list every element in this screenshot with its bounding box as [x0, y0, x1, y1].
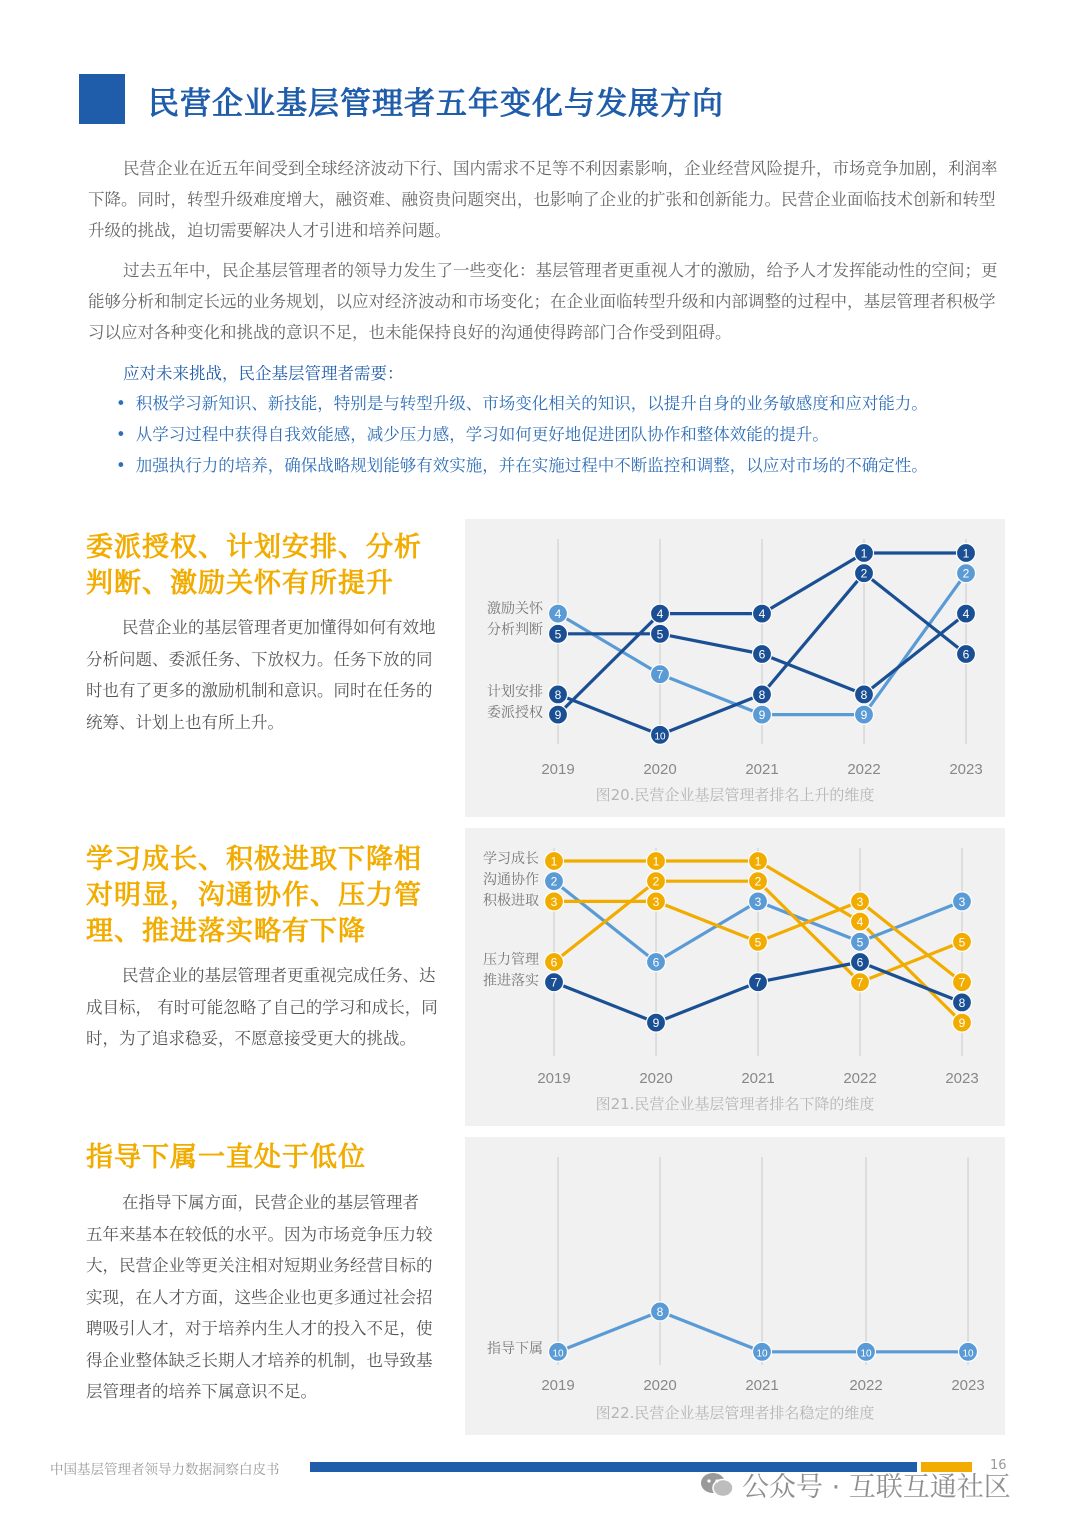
- header-accent-block: [79, 74, 125, 124]
- wechat-icon: [700, 1472, 734, 1498]
- x-tick-label: 2020: [643, 761, 677, 778]
- data-label: 7: [958, 975, 966, 990]
- series-label: 积极进取: [483, 893, 539, 909]
- data-label: 6: [856, 955, 864, 970]
- data-label: 1: [962, 546, 970, 561]
- data-label: 8: [758, 687, 766, 702]
- x-tick-label: 2021: [745, 761, 779, 778]
- data-label: 6: [550, 955, 558, 970]
- chart-panel-21: [465, 828, 1005, 1126]
- data-label: 8: [554, 687, 562, 702]
- x-tick-label: 2022: [847, 761, 881, 778]
- data-label: 2: [962, 566, 970, 581]
- section-heading-3: 指导下属一直处于低位: [86, 1142, 366, 1173]
- data-label: 1: [550, 854, 558, 869]
- data-label: 7: [754, 975, 762, 990]
- x-tick-label: 2023: [945, 1070, 979, 1087]
- bullet-item: • 加强执行力的培养，确保战略规划能够有效实施，并在实施过程中不断监控和调整，以应对市场的不确定性。: [116, 450, 1016, 481]
- x-tick-label: 2023: [949, 761, 983, 778]
- series-label: 学习成长: [483, 851, 539, 867]
- lead-line: 应对未来挑战，民企基层管理者需要：: [123, 364, 404, 383]
- data-label: 10: [962, 1348, 974, 1360]
- rank-stable-chart: [465, 1137, 1005, 1435]
- data-label: 3: [652, 894, 660, 909]
- data-label: 5: [958, 935, 966, 950]
- x-tick-label: 2021: [741, 1070, 775, 1087]
- page-title: 民营企业基层管理者五年变化与发展方向: [148, 86, 724, 122]
- bullet-item: • 从学习过程中获得自我效能感，减少压力感，学习如何更好地促进团队协作和整体效能的提升。: [116, 419, 1016, 450]
- data-label: 4: [758, 607, 766, 622]
- x-tick-label: 2020: [639, 1070, 673, 1087]
- section-text-1: 民营企业的基层管理者更加懂得如何有效地分析问题、委派任务、下放权力。任务下放的同时也有了更多的激励机制和意识。同时在任务的统筹、计划上也有所上升。: [86, 618, 436, 732]
- data-label: 10: [654, 731, 666, 743]
- x-tick-label: 2022: [843, 1070, 877, 1087]
- rank-down-chart: [465, 828, 1005, 1126]
- bullet-list: [116, 388, 1016, 481]
- data-label: 5: [754, 935, 762, 950]
- data-label: 2: [754, 874, 762, 889]
- series-label: 委派授权: [487, 705, 543, 721]
- watermark: [700, 1465, 1011, 1504]
- x-tick-label: 2019: [541, 1377, 575, 1394]
- data-label: 6: [962, 647, 970, 662]
- data-label: 7: [550, 975, 558, 990]
- data-label: 5: [656, 627, 664, 642]
- data-label: 5: [856, 935, 864, 950]
- data-label: 4: [962, 607, 970, 622]
- data-label: 7: [656, 667, 664, 682]
- chart-title: 图20.民营企业基层管理者排名上升的维度: [595, 786, 875, 804]
- section-text-2: 民营企业的基层管理者更重视完成任务、达成目标， 有时可能忽略了自己的学习和成长，同时，为了追求稳妥，不愿意接受更大的挑战。: [86, 966, 438, 1048]
- x-tick-label: 2021: [745, 1377, 779, 1394]
- page-number: 16: [990, 1458, 1007, 1473]
- chart-title: 图21.民营企业基层管理者排名下降的维度: [595, 1095, 875, 1113]
- data-label: 4: [856, 915, 864, 930]
- x-tick-label: 2019: [537, 1070, 571, 1087]
- data-label: 9: [652, 1016, 660, 1031]
- data-label: 1: [652, 854, 660, 869]
- data-label: 2: [550, 874, 558, 889]
- data-label: 10: [756, 1348, 768, 1360]
- data-label: 3: [754, 894, 762, 909]
- chart-title: 图22.民营企业基层管理者排名稳定的维度: [595, 1404, 875, 1422]
- data-label: 7: [856, 975, 864, 990]
- data-label: 6: [652, 955, 660, 970]
- data-label: 6: [758, 647, 766, 662]
- data-label: 5: [554, 627, 562, 642]
- data-label: 3: [550, 894, 558, 909]
- data-label: 9: [758, 708, 766, 723]
- x-tick-label: 2020: [643, 1377, 677, 1394]
- data-label: 10: [552, 1348, 564, 1360]
- data-label: 10: [860, 1348, 872, 1360]
- series-label: 计划安排: [487, 684, 543, 700]
- x-tick-label: 2023: [951, 1377, 985, 1394]
- data-label: 9: [554, 708, 562, 723]
- bullet-item: • 积极学习新知识、新技能，特别是与转型升级、市场变化相关的知识，以提升自身的业务敏感度和应对能力。: [116, 388, 1016, 419]
- section-text-3: 在指导下属方面，民营企业的基层管理者五年来基本在较低的水平。因为市场竞争压力较大，民营企业等更关注相对短期业务经营目标的实现，在人才方面，这些企业也更多通过社会招聘吸引人才，对于培养内生人才的投入不足，使得企业整体缺乏长期人才培养的机制，也导致基层管理者的培养下属意识不足。: [86, 1193, 433, 1401]
- footer-title: 中国基层管理者领导力数据洞察白皮书: [50, 1462, 280, 1478]
- data-label: 4: [656, 607, 664, 622]
- data-label: 8: [958, 995, 966, 1010]
- data-label: 1: [860, 546, 868, 561]
- intro-paragraph-2: 过去五年中，民企基层管理者的领导力发生了一些变化：基层管理者更重视人才的激励，给予人才发挥能动性的空间；更能够分析和制定长远的业务规划，以应对经济波动和市场变化；在企业面临转型升级和内部调整的过程中，基层管理者积极学习以应对各种变化和挑战的意识不足，也未能保持良好的沟通使得跨部门合作受到阻碍。: [88, 261, 998, 342]
- section-heading-1: 委派授权、计划安排、分析判断、激励关怀有所提升: [86, 532, 422, 599]
- data-label: 3: [856, 894, 864, 909]
- x-tick-label: 2019: [541, 761, 575, 778]
- section-heading-2: 学习成长、积极进取下降相对明显，沟通协作、压力管理、推进落实略有下降: [86, 844, 422, 947]
- data-label: 1: [754, 854, 762, 869]
- data-label: 3: [958, 894, 966, 909]
- data-label: 8: [656, 1304, 664, 1319]
- series-label: 推进落实: [483, 973, 539, 989]
- data-label: 9: [958, 1016, 966, 1031]
- chart-panel-20: [465, 519, 1005, 817]
- data-label: 2: [860, 566, 868, 581]
- chart-panel-22: [465, 1137, 1005, 1435]
- watermark-text: 公众号 · 互联互通社区: [742, 1472, 1011, 1503]
- rank-up-chart: [465, 519, 1005, 817]
- intro-paragraph-1: 民营企业在近五年间受到全球经济波动下行、国内需求不足等不利因素影响，企业经营风险提升，市场竞争加剧，利润率下降。同时，转型升级难度增大，融资难、融资贵问题突出，也影响了企业的扩张和创新能力。民营企业面临技术创新和转型升级的挑战，迫切需要解决人才引进和培养问题。: [88, 159, 998, 240]
- series-label: 沟通协作: [483, 872, 539, 888]
- data-label: 4: [554, 607, 562, 622]
- series-label: 指导下属: [487, 1341, 543, 1357]
- data-label: 9: [860, 708, 868, 723]
- data-label: 2: [652, 874, 660, 889]
- series-label: 激励关怀: [487, 601, 543, 617]
- series-label: 压力管理: [483, 952, 539, 968]
- data-label: 8: [860, 687, 868, 702]
- series-label: 分析判断: [487, 622, 543, 638]
- x-tick-label: 2022: [849, 1377, 883, 1394]
